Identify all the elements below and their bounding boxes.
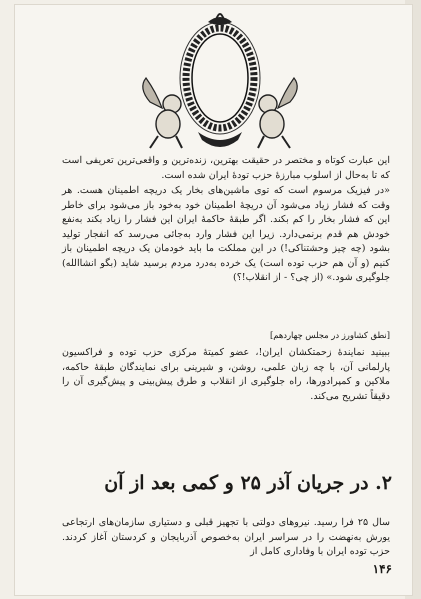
wreath-ornament-icon — [120, 8, 320, 158]
paragraph-intro: این عبارت کوتاه و مختصر در حقیقت بهترین، زنده‌ترین و واقعی‌ترین تعریفی است که تا به‌حال از اسلوب مبارزهٔ حزب تودهٔ ایران شده است. — [62, 155, 390, 181]
paragraph-commentary: ببینید نمایندهٔ زحمتکشان ایران!، عضو کمیتهٔ مرکزی حزب توده و فراکسیون پارلمانی آن، با چه زبان علمی، روشن، و شیرینی برای نمایندگان طبقهٔ حاکمه، ملاکین و کمپرادورها، راه جلوگیری از انقلاب و طرق پیش‌بینی و پیش‌گیری آن را دقیقاً تشریح می‌کند. — [62, 347, 390, 402]
section-heading: ۲. در جریان آذر ۲۵ و کمی بعد از آن — [104, 472, 392, 494]
paragraph-section-body: سال ۲۵ فرا رسید. نیروهای دولتی با تجهیز قبلی و دستیاری سازمان‌های ارتجاعی یورش به‌نهضت را در سراسر ایران به‌خصوص آذربایجان و کردستان آغاز کردند. حزب توده ایران با وفاداری کامل از — [62, 517, 391, 557]
citation: [نطق کشاورز در مجلس چهاردهم] — [270, 330, 390, 340]
page-number: ۱۴۶ — [372, 562, 392, 576]
paragraph-quote: «در فیزیک مرسوم است که توی ماشین‌های بخار یک دریچه اطمینان هست. هر وقت که فشار زیاد می‌شود آن دریچهٔ اطمینان خود به‌خود باز می‌شود برای خاطر این که فشار بخار را کم بکند. اگر طبقهٔ حاکمهٔ ایران این فشار را زیاد بکند به‌نفع خودش هم قدم برنمی‌دارد. زیرا این فشار وارد به‌جائی می‌رسد که انفجار تولید بشود (چه چیز وحشتناکی!) در این مملکت ما باید خودمان یک دریچه اطمینان باز کنیم (و آن هم حزب توده است) یک خرده به‌درد مردم برسید شاید (بگو انشاالله) جلوگیری شود.» (از چی؟ - از انقلاب!؟) — [62, 185, 390, 283]
